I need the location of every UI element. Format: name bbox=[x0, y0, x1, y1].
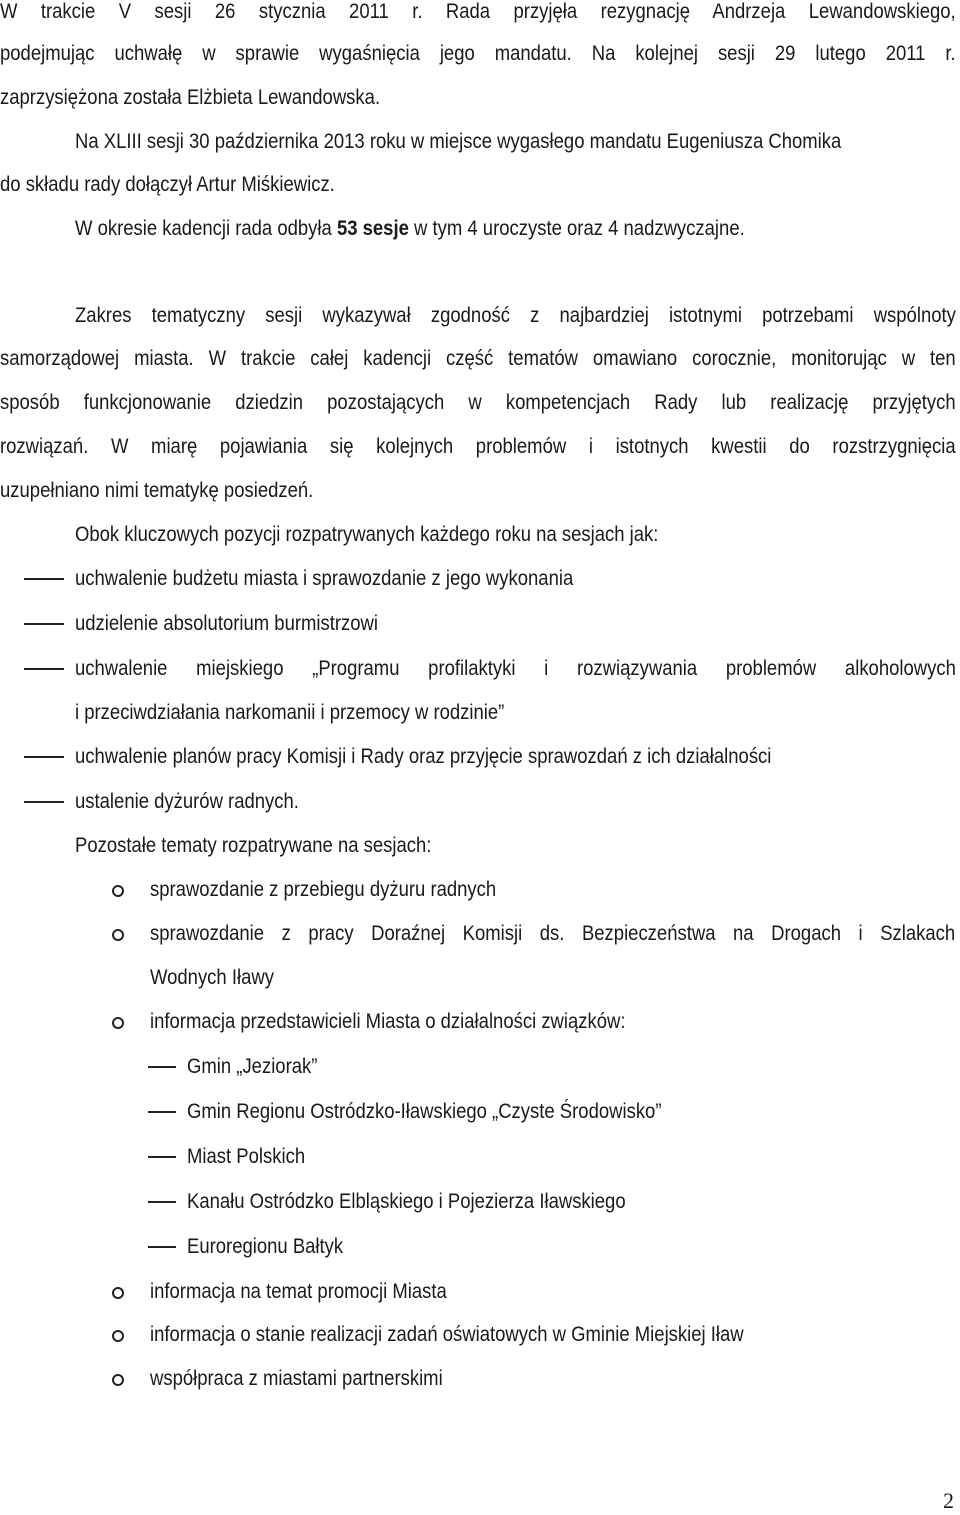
dash-bullet bbox=[24, 668, 64, 670]
key-item: uchwalenie miejskiego „Programu profilaktyki i rozwiązywania problemów alkoholowych bbox=[75, 657, 956, 680]
circle-bullet bbox=[112, 885, 124, 897]
paragraph-line: podejmując uchwałę w sprawie wygaśnięcia jego mandatu. Na kolejnej sesji 29 lutego 2011 r. bbox=[0, 42, 956, 65]
dash-bullet bbox=[24, 801, 64, 803]
paragraph-line: Zakres tematyczny sesji wykazywał zgodność z najbardziej istotnymi potrzebami wspólnoty bbox=[75, 304, 956, 327]
other-item: informacja na temat promocji Miasta bbox=[150, 1280, 447, 1303]
dash-bullet bbox=[24, 623, 64, 625]
dash-bullet bbox=[148, 1246, 176, 1248]
paragraph-line: Na XLIII sesji 30 października 2013 roku w miejsce wygasłego mandatu Eugeniusza Chomika bbox=[75, 130, 842, 153]
other-item: sprawozdanie z przebiegu dyżuru radnych bbox=[150, 878, 497, 901]
dash-bullet bbox=[148, 1111, 176, 1113]
other-item: współpraca z miastami partnerskimi bbox=[150, 1367, 443, 1390]
paragraph-line: zaprzysiężona została Elżbieta Lewandowska. bbox=[0, 86, 381, 109]
circle-bullet bbox=[112, 1374, 124, 1386]
union-item: Kanału Ostródzko Elbląskiego i Pojezierza Iławskiego bbox=[187, 1190, 626, 1213]
other-item: sprawozdanie z pracy Doraźnej Komisji ds. Bezpieczeństwa na Drogach i Szlakach bbox=[150, 922, 956, 945]
dash-bullet bbox=[148, 1156, 176, 1158]
key-item: uchwalenie planów pracy Komisji i Rady oraz przyjęcie sprawozdań z ich działalności bbox=[75, 745, 772, 768]
paragraph-line: do składu rady dołączył Artur Miśkiewicz. bbox=[0, 173, 335, 196]
key-item: ustalenie dyżurów radnych. bbox=[75, 790, 299, 813]
other-item-continuation: Wodnych Iławy bbox=[150, 966, 274, 989]
key-items-intro: Obok kluczowych pozycji rozpatrywanych każdego roku na sesjach jak: bbox=[75, 523, 659, 546]
page-number: 2 bbox=[943, 1488, 954, 1513]
union-item: Euroregionu Bałtyk bbox=[187, 1235, 344, 1258]
sessions-summary: W okresie kadencji rada odbyła 53 sesje w tym 4 uroczyste oraz 4 nadzwyczajne. bbox=[75, 217, 745, 240]
paragraph-line: uzupełniano nimi tematykę posiedzeń. bbox=[0, 479, 314, 502]
dash-bullet bbox=[148, 1201, 176, 1203]
key-item: uchwalenie budżetu miasta i sprawozdanie z jego wykonania bbox=[75, 567, 574, 590]
union-item: Gmin Regionu Ostródzko-Iławskiego „Czyste Środowisko” bbox=[187, 1100, 662, 1123]
circle-bullet bbox=[112, 1017, 124, 1029]
sessions-count: 53 sesje bbox=[336, 217, 409, 240]
dash-bullet bbox=[24, 756, 64, 758]
key-item-continuation: i przeciwdziałania narkomanii i przemocy w rodzinie” bbox=[75, 701, 505, 724]
paragraph-line: sposób funkcjonowanie dziedzin pozostających w kompetencjach Rady lub realizację przyjętych bbox=[0, 391, 956, 414]
union-item: Miast Polskich bbox=[187, 1145, 306, 1168]
paragraph-line: rozwiązań. W miarę pojawiania się kolejnych problemów i istotnych kwestii do rozstrzygnięcia bbox=[0, 435, 956, 458]
other-item: informacja przedstawicieli Miasta o działalności związków: bbox=[150, 1010, 626, 1033]
other-items-intro: Pozostałe tematy rozpatrywane na sesjach: bbox=[75, 834, 432, 857]
dash-bullet bbox=[24, 578, 64, 580]
circle-bullet bbox=[112, 1287, 124, 1299]
paragraph-line: samorządowej miasta. W trakcie całej kadencji część tematów omawiano corocznie, monitorując w ten bbox=[0, 347, 956, 370]
circle-bullet bbox=[112, 929, 124, 941]
union-item: Gmin „Jeziorak” bbox=[187, 1055, 318, 1078]
dash-bullet bbox=[148, 1066, 176, 1068]
key-item: udzielenie absolutorium burmistrzowi bbox=[75, 612, 379, 635]
paragraph-line: W trakcie V sesji 26 stycznia 2011 r. Rada przyjęła rezygnację Andrzeja Lewandowskiego, bbox=[0, 0, 956, 23]
other-item: informacja o stanie realizacji zadań oświatowych w Gminie Miejskiej Iław bbox=[150, 1323, 744, 1346]
circle-bullet bbox=[112, 1330, 124, 1342]
